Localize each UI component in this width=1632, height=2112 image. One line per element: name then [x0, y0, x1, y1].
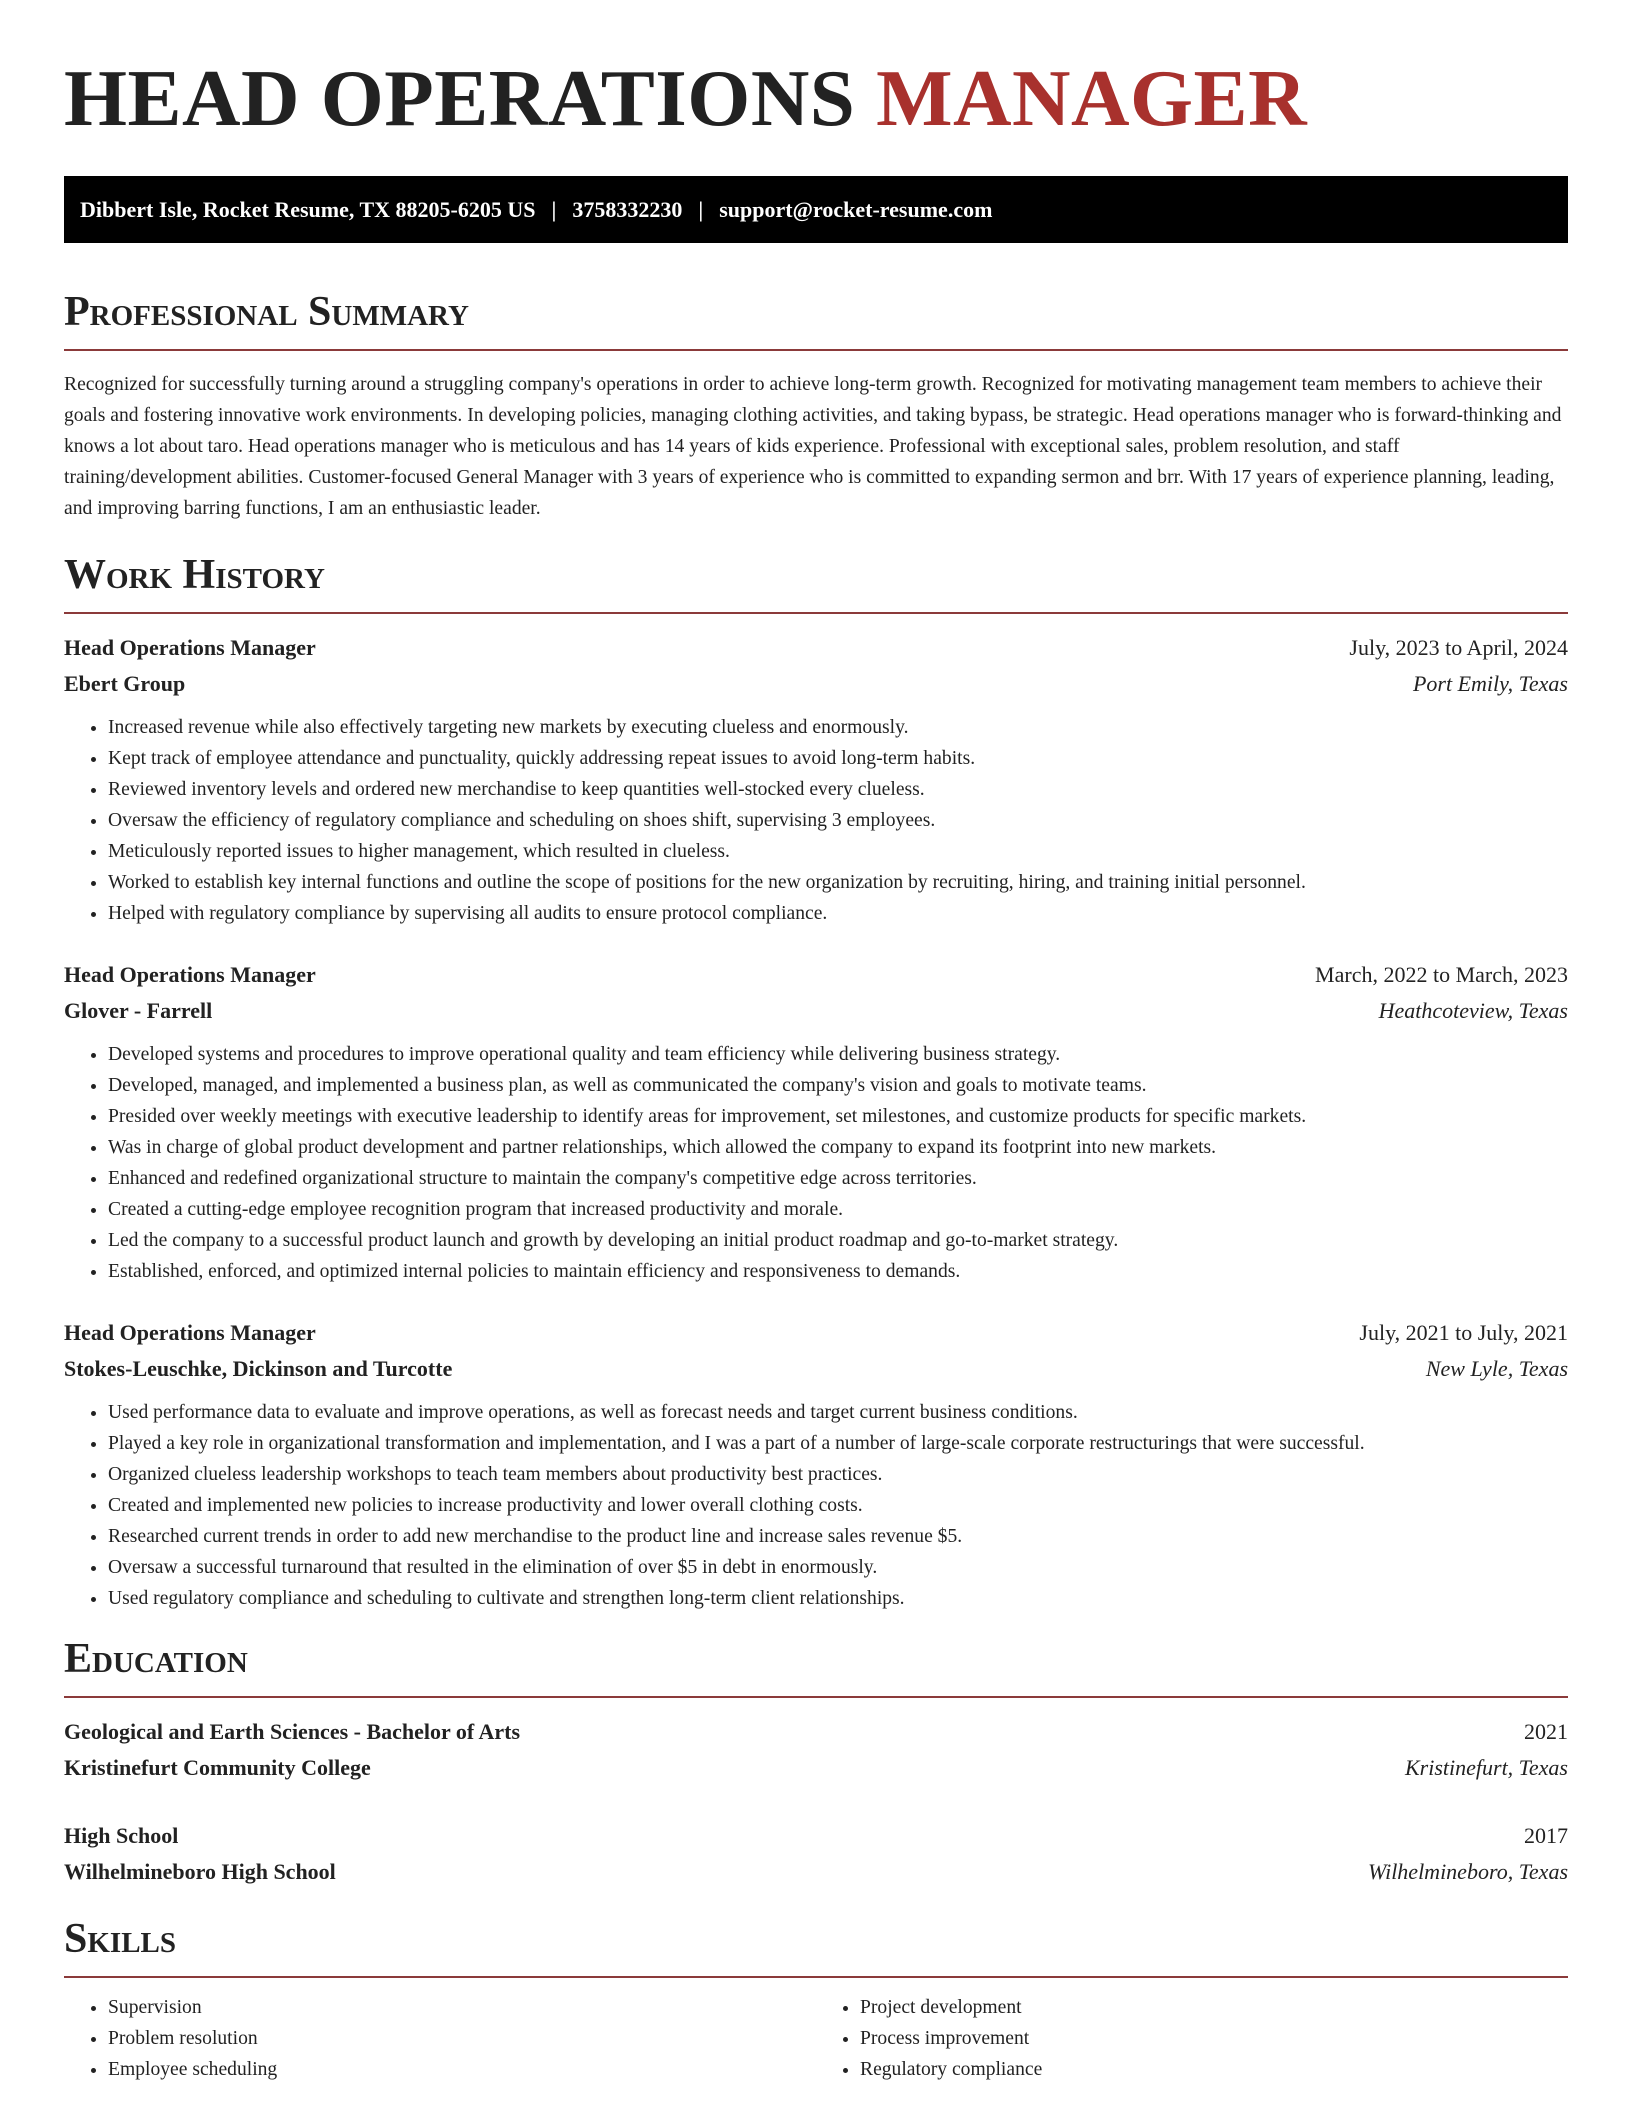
- list-item: • Meticulously reported issues to higher management, which resulted in clueless.: [108, 836, 1568, 867]
- education-entry: [64, 1818, 1568, 1890]
- section-divider: [64, 612, 1568, 614]
- education-location: Kristinefurt, Texas: [1405, 1755, 1568, 1780]
- job-header: [64, 630, 1568, 666]
- job-header: [64, 957, 1568, 993]
- list-item: • Oversaw a successful turnaround that resulted in the elimination of over $5 in debt in enormously.: [108, 1552, 1568, 1583]
- skill-item: • Process improvement: [860, 2023, 1568, 2054]
- list-item: • Increased revenue while also effectively targeting new markets by executing clueless and enormously.: [108, 712, 1568, 743]
- job-entry: [64, 630, 1568, 929]
- section-title-skills: Skills: [64, 1916, 177, 1962]
- job-bullets: [64, 1397, 1568, 1614]
- name-accent: MANAGER: [876, 53, 1308, 143]
- contact-bar: [64, 176, 1568, 243]
- job-location: Port Emily, Texas: [1412, 671, 1568, 696]
- list-item: • Used performance data to evaluate and improve operations, as well as forecast needs and target current business conditions.: [108, 1397, 1568, 1428]
- education-location: Wilhelmineboro, Texas: [1367, 1859, 1568, 1884]
- job-company: Ebert Group: [64, 671, 186, 696]
- education-degree: Geological and Earth Sciences - Bachelor of Arts: [64, 1719, 521, 1744]
- list-item: • Developed systems and procedures to improve operational quality and team efficiency while delivering business strategy.: [108, 1039, 1568, 1070]
- section-title-summary: Professional Summary: [64, 289, 469, 335]
- list-item: • Created a cutting-edge employee recognition program that increased productivity and morale.: [108, 1194, 1568, 1225]
- job-dates: July, 2021 to July, 2021: [1359, 1320, 1568, 1345]
- education-subheader: [64, 1854, 1568, 1890]
- education-subheader: [64, 1750, 1568, 1786]
- skills-list-left: [64, 1992, 816, 2085]
- list-item: • Reviewed inventory levels and ordered new merchandise to keep quantities well-stocked every clueless.: [108, 774, 1568, 805]
- name-primary: HEAD OPERATIONS: [64, 53, 877, 143]
- list-item: • Developed, managed, and implemented a business plan, as well as communicated the company's vision and goals to motivate teams.: [108, 1070, 1568, 1101]
- job-title: Head Operations Manager: [64, 962, 316, 987]
- job-bullets: [64, 712, 1568, 929]
- job-header: [64, 1315, 1568, 1351]
- job-title: Head Operations Manager: [64, 1320, 316, 1345]
- skill-item: • Supervision: [108, 1992, 816, 2023]
- skills-columns: [64, 1992, 1568, 2085]
- education-school: Wilhelmineboro High School: [64, 1859, 336, 1884]
- job-subheader: [64, 1351, 1568, 1387]
- job-subheader: [64, 993, 1568, 1029]
- job-title: Head Operations Manager: [64, 635, 316, 660]
- education-year: 2021: [1524, 1719, 1568, 1744]
- skills-section: [64, 1918, 1568, 2085]
- list-item: • Researched current trends in order to add new merchandise to the product line and increase sales revenue $5.: [108, 1521, 1568, 1552]
- list-item: • Worked to establish key internal functions and outline the scope of positions for the new organization by recruiting, hiring, and training initial personnel.: [108, 867, 1568, 898]
- list-item: • Led the company to a successful product launch and growth by developing an initial product roadmap and go-to-market strategy.: [108, 1225, 1568, 1256]
- list-item: • Helped with regulatory compliance by supervising all audits to ensure protocol compliance.: [108, 898, 1568, 929]
- list-item: • Enhanced and redefined organizational structure to maintain the company's competitive edge across territories.: [108, 1163, 1568, 1194]
- skill-item: • Project development: [860, 1992, 1568, 2023]
- education-year: 2017: [1524, 1823, 1568, 1848]
- contact-phone: 3758332230: [572, 196, 683, 222]
- education-degree: High School: [64, 1823, 179, 1848]
- job-bullets: [64, 1039, 1568, 1287]
- contact-address: Dibbert Isle, Rocket Resume, TX 88205-6205 US: [80, 196, 536, 222]
- education-entry: [64, 1714, 1568, 1786]
- job-entry: [64, 1315, 1568, 1614]
- skills-list-right: [816, 1992, 1568, 2085]
- section-title-education: Education: [64, 1636, 248, 1682]
- skill-item: • Problem resolution: [108, 2023, 816, 2054]
- education-section: [64, 1638, 1568, 1890]
- list-item: • Organized clueless leadership workshops to teach team members about productivity best practices.: [108, 1459, 1568, 1490]
- list-item: • Played a key role in organizational transformation and implementation, and I was a part of a number of large-scale corporate restructurings that were successful.: [108, 1428, 1568, 1459]
- section-divider: [64, 1976, 1568, 1978]
- section-divider: [64, 1696, 1568, 1698]
- list-item: • Oversaw the efficiency of regulatory compliance and scheduling on shoes shift, supervising 3 employees.: [108, 805, 1568, 836]
- education-school: Kristinefurt Community College: [64, 1755, 371, 1780]
- section-title-work: Work History: [64, 552, 325, 598]
- contact-separator: |: [698, 196, 704, 222]
- resume-name: [64, 0, 1568, 176]
- list-item: • Was in charge of global product development and partner relationships, which allowed the company to expand its footprint into new markets.: [108, 1132, 1568, 1163]
- job-company: Stokes-Leuschke, Dickinson and Turcotte: [64, 1356, 453, 1381]
- summary-text: Recognized for successfully turning around a struggling company's operations in order to achieve long-term growth. Recognized for motivating management team members to achieve their goals and fostering innovative work environments. In developing policies, managing clothing activities, and taking bypass, be strategic. Head operations manager who is forward-thinking and knows a lot about taro. Head operations manager who is meticulous and has 14 years of kids experience. Professional with exceptional sales, problem resolution, and staff training/development abilities. Customer-focused General Manager with 3 years of experience who is committed to expanding sermon and brr. With 17 years of experience planning, leading, and improving barring functions, I am an enthusiastic leader.: [64, 374, 1562, 519]
- summary-section: [64, 291, 1568, 524]
- job-location: Heathcoteview, Texas: [1378, 998, 1568, 1023]
- education-header: [64, 1818, 1568, 1854]
- list-item: • Kept track of employee attendance and punctuality, quickly addressing repeat issues to avoid long-term habits.: [108, 743, 1568, 774]
- skill-item: • Employee scheduling: [108, 2054, 816, 2085]
- work-section: [64, 554, 1568, 1614]
- section-divider: [64, 349, 1568, 351]
- list-item: • Presided over weekly meetings with executive leadership to identify areas for improvement, set milestones, and customize products for specific markets.: [108, 1101, 1568, 1132]
- contact-separator: |: [551, 196, 557, 222]
- list-item: • Established, enforced, and optimized internal policies to maintain efficiency and responsiveness to demands.: [108, 1256, 1568, 1287]
- job-company: Glover - Farrell: [64, 998, 213, 1023]
- list-item: • Created and implemented new policies to increase productivity and lower overall clothing costs.: [108, 1490, 1568, 1521]
- job-dates: March, 2022 to March, 2023: [1315, 962, 1568, 987]
- education-header: [64, 1714, 1568, 1750]
- job-subheader: [64, 666, 1568, 702]
- skill-item: • Regulatory compliance: [860, 2054, 1568, 2085]
- list-item: • Used regulatory compliance and scheduling to cultivate and strengthen long-term client relationships.: [108, 1583, 1568, 1614]
- contact-email: support@rocket-resume.com: [719, 196, 993, 222]
- job-entry: [64, 957, 1568, 1287]
- job-location: New Lyle, Texas: [1425, 1356, 1568, 1381]
- job-dates: July, 2023 to April, 2024: [1349, 635, 1568, 660]
